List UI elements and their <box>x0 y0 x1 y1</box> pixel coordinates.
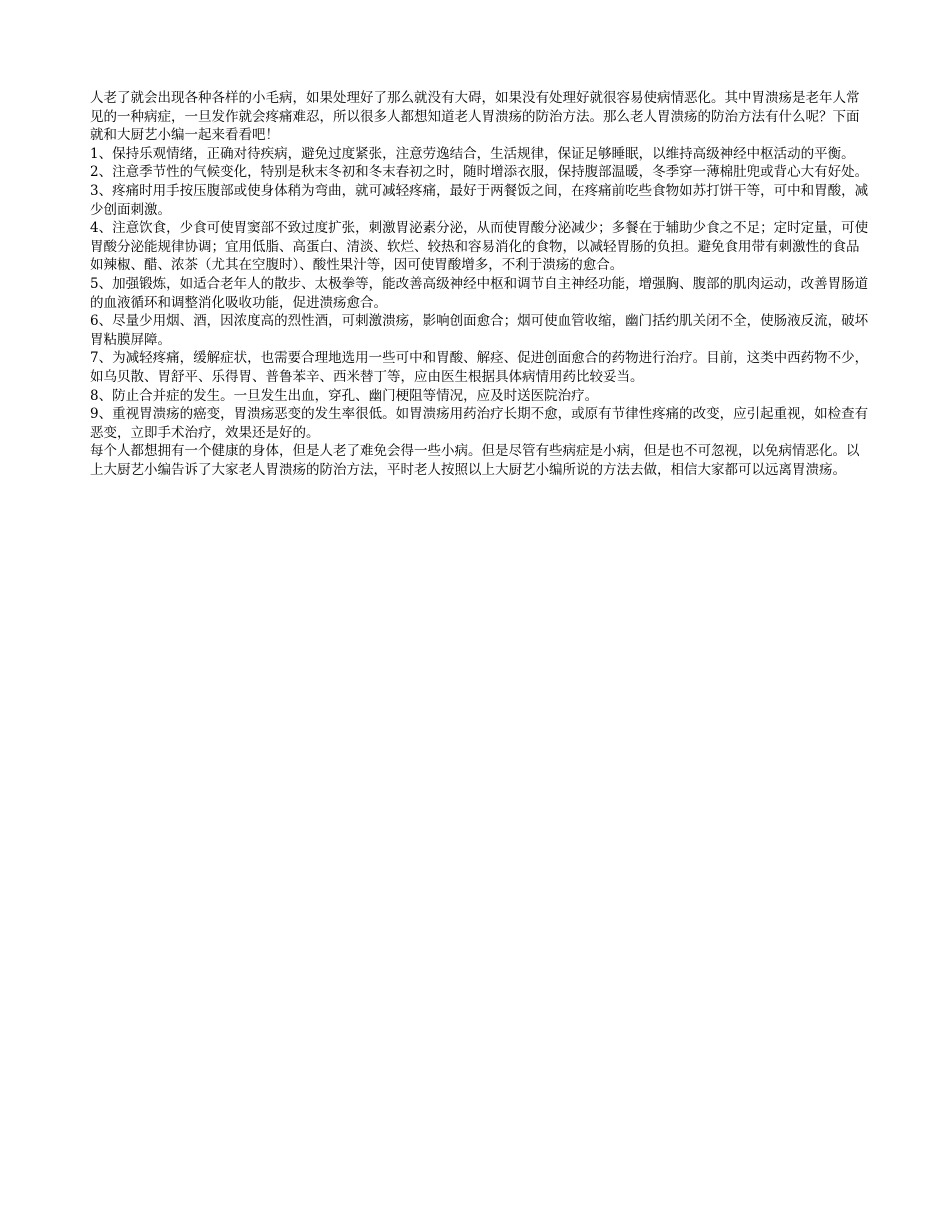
list-item: 7、为减轻疼痛，缓解症状，也需要合理地选用一些可中和胃酸、解痉、促进创面愈合的药物进行治疗。目前，这类中西药物不少，如乌贝散、胃舒平、乐得胃、普鲁苯辛、西米替丁等，应由医生根据具体病情用药比较妥当。 <box>90 350 869 385</box>
list-item: 6、尽量少用烟、酒，因浓度高的烈性酒，可刺激溃疡，影响创面愈合；烟可使血管收缩，幽门括约肌关闭不全，使肠液反流，破坏胃粘膜屏障。 <box>90 313 869 348</box>
list-item: 5、加强锻炼，如适合老年人的散步、太极拳等，能改善高级神经中枢和调节自主神经功能，增强胸、腹部的肌肉运动，改善胃肠道的血液循环和调整消化吸收功能，促进溃疡愈合。 <box>90 275 869 311</box>
list-item: 4、注意饮食，少食可使胃窦部不致过度扩张，刺激胃泌素分泌，从而使胃酸分泌减少；多餐在于辅助少食之不足；定时定量，可使胃酸分泌能规律协调；宜用低脂、高蛋白、清淡、软烂、较热和容易消化的食物，以减轻胃肠的负担。避免食用带有刺激性的食品如辣椒、醋、浓茶（尤其在空腹时）、酸性果汁等，因可使胃酸增多，不利于溃疡的愈合。 <box>90 220 869 274</box>
intro-paragraph: 人老了就会出现各种各样的小毛病，如果处理好了那么就没有大碍，如果没有处理好就很容易使病情恶化。其中胃溃疡是老年人常见的一种病症，一旦发作就会疼痛难忍，所以很多人都想知道老人胃溃疡的防治方法。那么老人胃溃疡的防治方法有什么呢？下面就和大厨艺小编一起来看看吧！ <box>90 90 860 144</box>
list-item: 3、疼痛时用手按压腹部或使身体稍为弯曲，就可减轻疼痛，最好于两餐饭之间，在疼痛前吃些食物如苏打饼干等，可中和胃酸，减少创面刺激。 <box>90 182 869 218</box>
list-item: 9、重视胃溃疡的癌变，胃溃疡恶变的发生率很低。如胃溃疡用药治疗长期不愈，或原有节律性疼痛的改变，应引起重视，如检查有恶变，立即手术治疗，效果还是好的。 <box>90 406 869 441</box>
list-item: 1、保持乐观情绪，正确对待疾病，避免过度紧张，注意劳逸结合，生活规律，保证足够睡眠，以维持高级神经中枢活动的平衡。 <box>90 145 855 162</box>
list-item: 8、防止合并症的发生。一旦发生出血，穿孔、幽门梗阻等情况，应及时送医院治疗。 <box>90 387 599 404</box>
list-item: 2、注意季节性的气候变化，特别是秋末冬初和冬末春初之时，随时增添衣服，保持腹部温暖，冬季穿一薄棉肚兜或背心大有好处。 <box>90 164 869 181</box>
article-body <box>90 89 870 479</box>
conclusion-paragraph: 每个人都想拥有一个健康的身体，但是人老了难免会得一些小病。但是尽管有些病症是小病，但是也不可忽视，以免病情恶化。以上大厨艺小编告诉了大家老人胃溃疡的防治方法，平时老人按照以上大厨艺小编所说的方法去做，相信大家都可以远离胃溃疡。 <box>90 443 860 478</box>
